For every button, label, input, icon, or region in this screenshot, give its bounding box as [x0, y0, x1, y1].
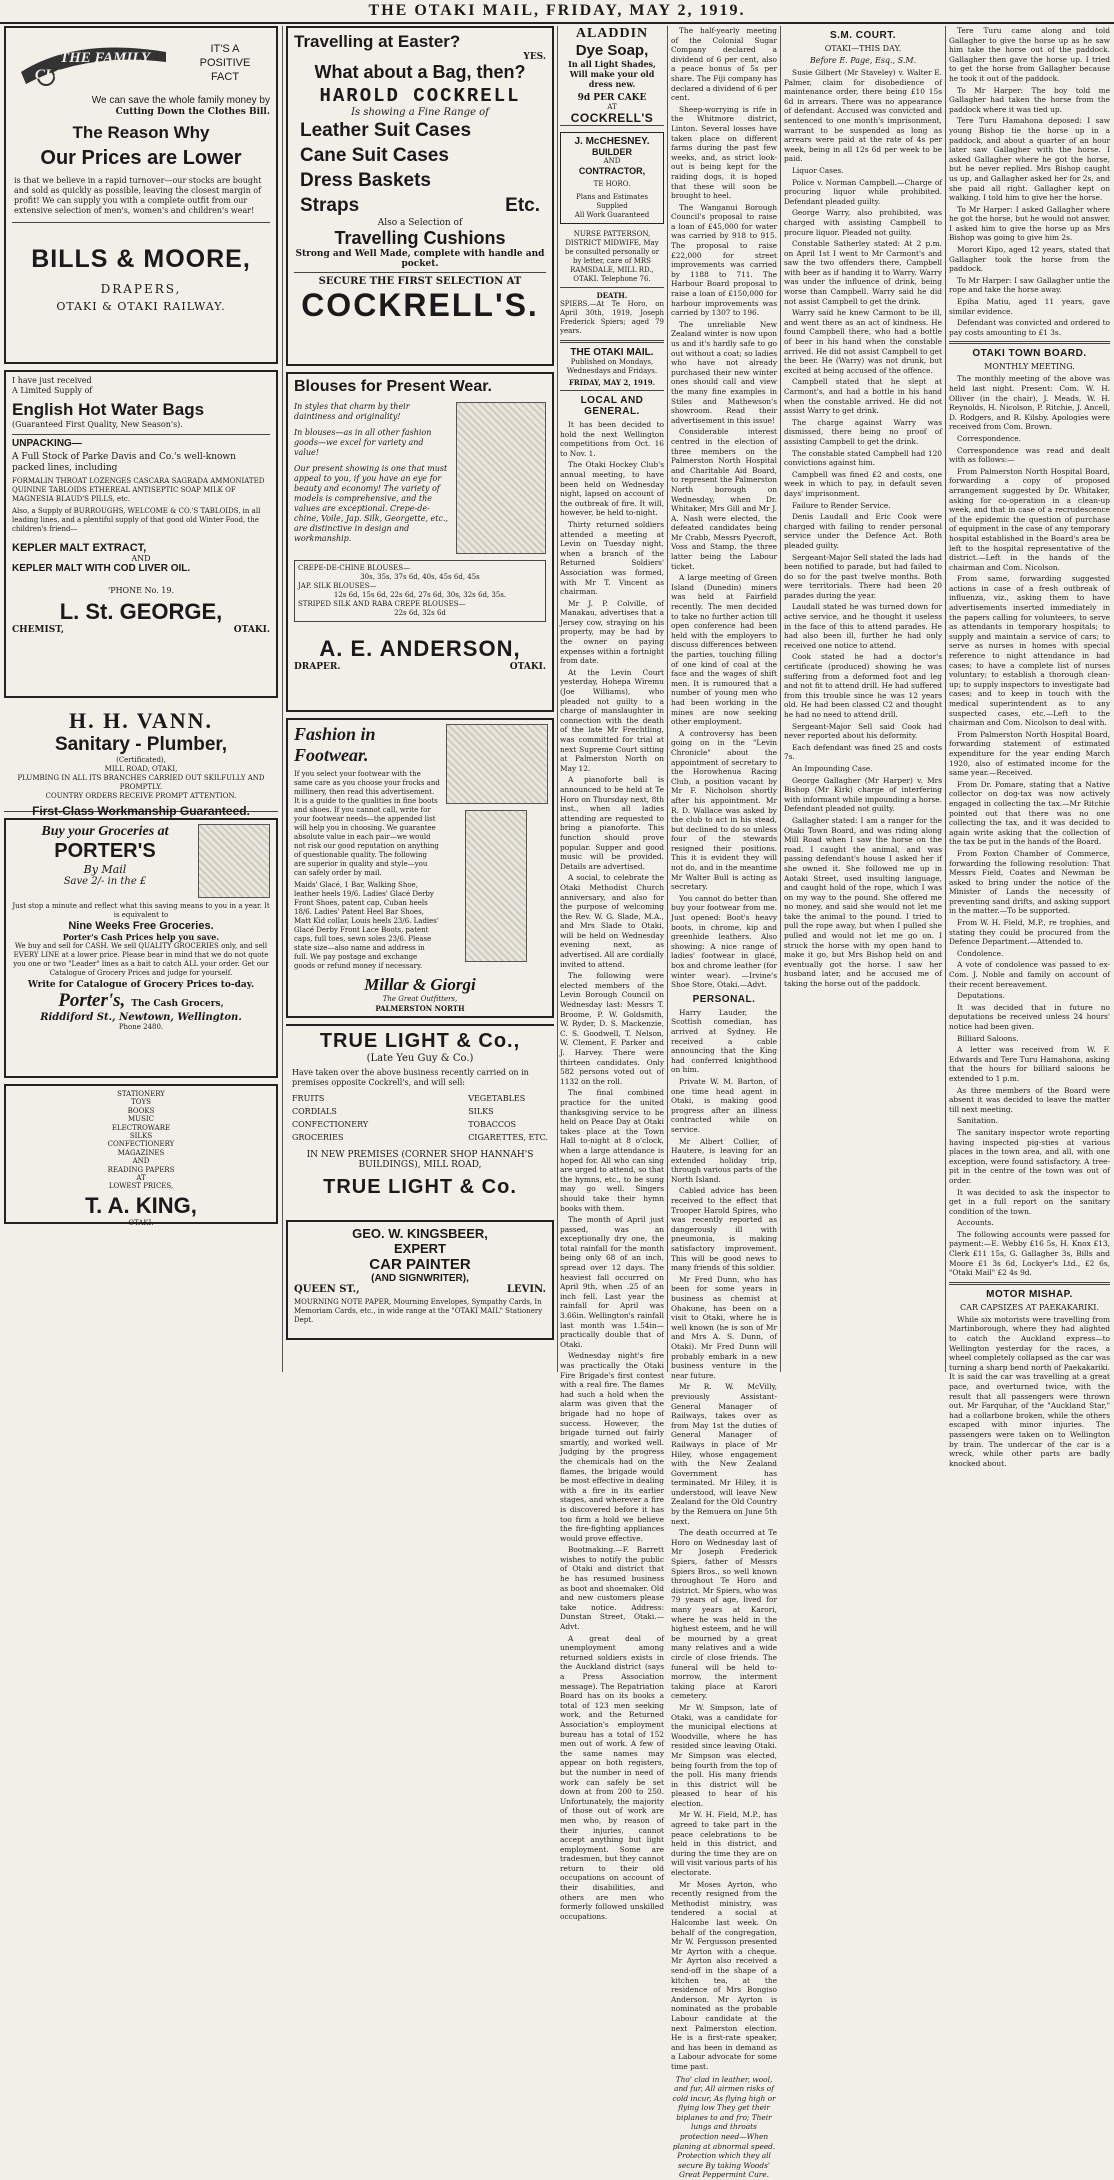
paragraph: Campbell stated that he slept at Carmont's, and had a bottle in his hand when the constable arrived. He did not assist Warry to get drink. — [784, 377, 942, 415]
text: In styles that charm by their daintiness and originality! — [294, 402, 450, 422]
trade: CHEMIST, — [12, 625, 64, 635]
store-name: A. E. ANDERSON, — [294, 636, 546, 662]
column-2 — [286, 26, 554, 1372]
list-item: CONFECTIONERY — [292, 1118, 368, 1131]
paragraph: Harry Lauder, the Scottish comedian, has arrived at Sydney. He received a cable announcing that the King had conferred knighthood on him. — [671, 1008, 777, 1075]
column-rule — [667, 26, 668, 1372]
paragraph: Private W. M. Barton, of one time head agent in Otaki, is making good progress after an illness contracted while on service. — [671, 1077, 777, 1135]
store-name: Porter's, — [58, 990, 125, 1012]
paragraph: George Warry, also prohibited, was charged with assisting Campbell to procure liquor. Pleaded not guilty. — [784, 208, 942, 237]
aladdin-ad — [560, 26, 664, 126]
price-label: CREPE-DE-CHINE BLOUSES— — [298, 564, 542, 573]
paragraph: The sanitary inspector wrote reporting having inspected pig-sties at various places in the town area, and all, with one exception, were found satisfactory. A tree-pit in the centre of the town was out of order. — [949, 1128, 1110, 1186]
column-1 — [4, 26, 278, 1372]
list-item: SILKS — [12, 1132, 270, 1140]
text: YES. — [294, 52, 546, 62]
product-etc: Etc. — [505, 193, 540, 218]
text: In blouses—as in all other fashion goods—we excel for variety and value! — [294, 428, 450, 458]
column-rule — [780, 26, 781, 1372]
paragraph: Campbell was fined £2 and costs, one week in which to pay, in default seven days' imprisonment. — [784, 470, 942, 499]
paragraph: Sanitation. — [949, 1116, 1110, 1126]
paragraph: Sheep-worrying is rife in the Whitmore district, Linton. Several losses have taken place on different farms during the past few weeks, and, as strict look-out is being kept for the raiding dogs, it is hoped that these will soon be brought to heel. — [671, 105, 777, 201]
price-label: STRIPED SILK AND RABA CREPE BLOUSES— — [298, 600, 542, 609]
product-row — [294, 118, 546, 143]
local-news — [560, 420, 664, 1921]
text: (Guaranteed First Quality, New Season's). — [12, 420, 270, 430]
heading: Footwear. — [294, 745, 440, 766]
heading: Nine Weeks Free Groceries. — [12, 920, 270, 932]
store-place: OTAKI & OTAKI RAILWAY. — [12, 300, 270, 313]
paragraph: Sergeant-Major Sell said Cook had never reported about his deformity. — [784, 722, 942, 741]
vann-ad — [4, 704, 278, 812]
text: AT — [562, 103, 662, 111]
store-name: TRUE LIGHT & Co. — [292, 1176, 548, 1199]
paragraph: Constable Satherley stated: At 2 p.m. on April 1st I went to Mr Carmont's and saw the two offenders there, Campbell with beer as if handing it to Warry. Warry was under the influence of drink, being worse than Campbell. Warry said he did not assist Campbell to get the drink. — [784, 239, 942, 306]
name: H. H. VANN. — [10, 708, 272, 734]
text: Will make your old dress new. — [562, 69, 662, 89]
phone: Phone 2480. — [12, 1023, 270, 1032]
product-label: Cane Suit Cases — [300, 143, 449, 168]
name: GEO. W. KINGSBEER, — [294, 1226, 546, 1241]
paragraph: From Palmerston North Hospital Board, forwarding statement of estimated expenditure for the year ending March 1920, also of estimated income for the same year.—Received. — [949, 730, 1110, 778]
paragraph: Mr R. W. McVilly, previously Assistant-General Manager of Railways, takes over as from May 1st the duties of General Manager of Railways in place of Mr Hiley, whose engagement with the New Zealand Government has terminated. Mr Hiley, it is understood, will leave New Zealand for the Old Country by the Remuera on June 5th next. — [671, 1382, 777, 1526]
paragraph: Billiard Saloons. — [949, 1034, 1110, 1044]
heading: Travelling Cushions — [294, 228, 546, 249]
paragraph: Mr W. H. Field, M.P., has agreed to take part in the peace celebrations to be held in this district, and during the time they are on will visit various parts of his electorate. — [671, 1810, 777, 1877]
text: SECURE THE FIRST SELECTION AT — [294, 276, 546, 287]
list-item: LOWEST PRICES, — [12, 1182, 270, 1190]
paragraph: From same, forwarding suggested actions in case of a fresh outbreak of influenza, viz., asking them to have advertisements inserted immediately in the papers calling for volunteers, to serve as attendants in temporary hospitals; to supply and maintain a service of cars; to serve as nurses in homes with special reference to night attendance in bad cases; to have a complete list of nurses voluntary; to establish a thorough clean-up; to supply inspectors to investigate bad cases; and to keep in touch with the medical superintendent as to any suspected cases, etc.—Left to the chairman and Com. Nicolson to deal with. — [949, 574, 1110, 728]
masthead: THE OTAKI MAIL, FRIDAY, MAY 2, 1919. — [0, 0, 1114, 24]
price-value: 22s 6d, 32s 6d — [298, 609, 542, 618]
paragraph: Epiha Matiu, aged 11 years, gave similar evidence. — [949, 297, 1110, 316]
section-heading: S.M. COURT. — [784, 30, 942, 41]
column-rule — [557, 26, 558, 1372]
product-label: Leather Suit Cases — [300, 118, 471, 143]
save-text: We can save the whole family money by — [12, 94, 270, 107]
tagline: IT'S A — [180, 42, 270, 56]
paragraph: The unreliable New Zealand winter is now upon us and it's hardly safe to go out without a coat; so ladies who have not already purchased their new winter ones should call and view the many fine examples in Stiles and Mathewson's showroom. Read their advertisement in this issue! — [671, 320, 777, 426]
address: Riddiford St., Newtown, Wellington. — [12, 1012, 270, 1023]
anderson-ad — [286, 372, 554, 712]
paper-date: FRIDAY, MAY 2, 1919. — [560, 378, 664, 387]
millar-giorgi-ad — [286, 718, 554, 1018]
paragraph: Bootmaking.—F. Barrett wishes to notify the public of Otaki and district that he has resumed business as boot and shoemaker. Old and new customers please take notice. Address: Dunstan Street, Otaki.—Advt. — [560, 1545, 664, 1631]
tagline: POSITIVE — [180, 56, 270, 70]
bills-moore-ad — [4, 26, 278, 364]
clothes-bill-cut-logo — [12, 32, 180, 94]
paragraph: Each defendant was fined 25 and costs 7s. — [784, 743, 942, 762]
true-light-ad — [286, 1024, 554, 1214]
paragraph: From W. H. Field, M.P., re trophies, and stating they could be procured from the Defence Department.—Attended to. — [949, 918, 1110, 947]
product: KEPLER MALT EXTRACT, — [12, 542, 270, 554]
king-ad — [4, 1084, 278, 1224]
paragraph: Mr Albert Collier, of Hautere, is leaving for an extended holiday trip, through various parts of the North Island. — [671, 1137, 777, 1185]
list-item: CIGARETTES, ETC. — [468, 1131, 548, 1144]
paragraph: A vote of condolence was passed to ex-Com. J. Noble and family on account of their recent bereavement. — [949, 960, 1110, 989]
motor-report — [949, 1315, 1110, 1469]
heading: Buy your Groceries at — [12, 824, 198, 840]
price-label: JAP. SILK BLOUSES— — [298, 582, 542, 591]
paragraph: Warry said he knew Carmont to be ill, and went there as an act of kindness. He found Campbell there, who had a bottle of beer in his hand when the constable arrived. He did not assist Campbell to get the beer. He (Warry) was not drunk, but excited at being accused of the offence. — [784, 308, 942, 375]
paragraph: Failure to Render Service. — [784, 501, 942, 511]
tagline: FACT — [180, 70, 270, 84]
text: COUNTRY ORDERS RECEIVE PROMPT ATTENTION. — [10, 792, 272, 801]
column-4 — [671, 26, 777, 1372]
text: The Great Outfitters, — [294, 995, 546, 1004]
heading: ALADDIN — [562, 26, 662, 42]
column-6 — [949, 26, 1110, 1372]
king-items — [12, 1090, 270, 1191]
heading: English Hot Water Bags — [12, 400, 270, 420]
paragraph: A great deal of unemployment among returned soldiers exists in the Auckland district (says a Press Association message). The Repatriation Board has on its books a total of 123 men seeking work, and the Returned Association's employment bureau has a total of 152 men out of work. A few of the same names may appear on both registers, but the number in need of work can safely be set down at from 200 to 250. Unfortunately, the majority of those out of work are men who, by reason of their injuries, cannot accept anything but light employment. Some are tradesmen, but they cannot return to their old occupations on account of their disabilities, and others are men who formerly followed unskilled occupations. — [560, 1634, 664, 1922]
paragraph: Denis Laudall and Eric Cook were charged with failing to render personal service under the Defence Act. Both pleaded guilty. — [784, 512, 942, 550]
heading: The Reason Why — [12, 123, 270, 143]
text: Plans and Estimates Supplied — [563, 193, 661, 211]
paragraph: The death occurred at Te Horo on Wednesday last of Mr Joseph Frederick Spiers, father of Messrs Spiers Bros., so well known throughout Te Horo and district. Mr Spiers, who was 79 years of age, lived for many years at Karori, where he was held in the highest esteem, and he will be mourned by a great many relatives and a wide circle of close friends. The funeral will be held to-morrow, the interment taking place at Karori cemetery. — [671, 1528, 777, 1701]
paragraph: Correspondence. — [949, 434, 1110, 444]
paragraph: As three members of the Board were absent it was decided to leave the matter till next meeting. — [949, 1086, 1110, 1115]
text: Just stop a minute and reflect what this saving means to you in a year. It is equivalent to — [12, 902, 270, 920]
text: Save 2/- in the £ — [12, 876, 198, 887]
product: KEPLER MALT WITH COD LIVER OIL. — [12, 563, 270, 574]
text: AND — [563, 157, 661, 166]
paragraph: The Otaki Hockey Club's annual meeting, to have been held on Wednesday night, lapsed on account of the outbreak of fire. It will, however, be held to-night. — [560, 460, 664, 518]
text: (AND SIGNWRITER), — [294, 1273, 546, 1284]
heading: Dye Soap, — [562, 42, 662, 59]
product-label: Dress Baskets — [300, 168, 431, 193]
sub-heading: OTAKI—THIS DAY. — [784, 44, 942, 53]
text: Porter's Cash Prices help you save. — [12, 932, 270, 942]
list-item: CONFECTIONERY — [12, 1140, 270, 1148]
porters-ad — [4, 818, 278, 1078]
section-heading: MOTOR MISHAP. — [949, 1289, 1110, 1300]
text: Is showing a Fine Range of — [294, 107, 546, 118]
heading: Our Prices are Lower — [12, 147, 270, 170]
list-item: SILKS — [468, 1105, 548, 1118]
phone: 'PHONE No. 19. — [12, 586, 270, 595]
text: CAR PAINTER — [294, 1256, 546, 1273]
cockrell-items — [294, 118, 546, 218]
paragraph: The following were elected members of the Levin Borough Council on Wednesday last: Messrs T. Broome, P. W. Goldsmith, W. Ryder, D. S. Mackenzie, C. S. Goodwell, T. Nelson, W. Clement, F. Parker and J. Harvey. There were thirteen candidates. Only 582 persons voted out of 1132 on the roll. — [560, 971, 664, 1086]
list-item: BOOKS — [12, 1107, 270, 1115]
paragraph: Mr W. Simpson, late of Otaki, was a candidate for the municipal elections at Woodville, where he has resided since leaving Otaki. Mr Simpson was elected, being fourth from the top of the poll. His many friends in this district will be pleased to hear of his election. — [671, 1703, 777, 1809]
paragraph: From Foxton Chamber of Commerce, forwarding the following resolution: That Messrs Field, Coates and Newman be asked to bring under the notice of the Minister of Lands the necessity of preventing sand drifts, and asking support in the matter.—To be supported. — [949, 849, 1110, 916]
goods-right — [468, 1092, 548, 1144]
text: Maids' Glacé, 1 Bar, Walking Shoe, leather heels 19/6. Ladies' Glacé Derby Front Shoes, patent cap, Cuban heels 18/6. Ladies' Patent Heel Bar Shoes, Matt Kid collar, Louis heels 23/6. Ladies' Glacé Derby Front Lace Boots, patent caps, full toes, sewn soles 23/6. Please state size—also name and address in full. We pay postage and exchange goods or refund money if necessary. — [294, 881, 440, 971]
text: MILL ROAD, OTAKI, — [10, 765, 272, 774]
list-item: AT — [12, 1174, 270, 1182]
place: OTAKI. — [12, 1219, 270, 1228]
product-row — [294, 143, 546, 168]
paragraph: Cabled advice has been received to the effect that Trooper Harold Spires, who was recently reported as dangerously ill with pneumonia, is making satisfactory improvement. This will be good news to many friends of this soldier. — [671, 1186, 777, 1272]
text: Strong and Well Made, complete with handle and pocket. — [294, 249, 546, 269]
text: Write for Catalogue of Grocery Prices to-day. — [12, 980, 270, 990]
section-heading: PERSONAL. — [671, 994, 777, 1005]
goods-left — [292, 1092, 368, 1144]
st-george-ad — [4, 370, 278, 698]
sub-heading: MONTHLY MEETING. — [949, 362, 1110, 371]
paragraph: Deputations. — [949, 991, 1110, 1001]
paragraph: Condolence. — [949, 949, 1110, 959]
product-row — [294, 168, 546, 193]
text: All Work Guaranteed — [563, 211, 661, 220]
paragraph: The half-yearly meeting of the Colonial Sugar Company declared a dividend of 6 per cent, also a peace bonus of 5s per share. The Fiji company has declared a dividend of 6 per cent. — [671, 26, 777, 103]
paper-title: THE OTAKI MAIL. — [560, 347, 664, 358]
text: FORMALIN THROAT LOZENGES CASCARA SAGRADA AMMONIATED QUININE TABLOIDS ETHEREAL ANTISEPTIC SOAP MILK OF MAGNESIA BLAUD'S PILLS, etc. — [12, 477, 270, 504]
court-report — [784, 68, 942, 989]
text: By Mail — [12, 863, 198, 876]
list-item: TOBACCOS — [468, 1118, 548, 1131]
list-item: CORDIALS — [292, 1105, 368, 1118]
street: QUEEN ST., — [294, 1284, 360, 1295]
list-item: VEGETABLES — [468, 1092, 548, 1105]
save-text: Cutting Down the Clothes Bill. — [12, 107, 270, 117]
section-heading: OTAKI TOWN BOARD. — [949, 348, 1110, 359]
paragraph: Thirty returned soldiers attended a meeting at Levin on Tuesday night, when a branch of the Returned Soldiers' Association was formed, with Mr T. Vincent as chairman. — [560, 520, 664, 597]
paragraph: To Mr Harper: The boy told me Gallagher had taken the horse from the paddock where it was tied up. — [949, 86, 1110, 115]
paragraph: At the Levin Court yesterday, Hohepa Wiremu (Joe Williams), who pleaded not guilty to a charge of manslaughter in connection with the death of the late Mr Frechtling, was committed for trial at next Supreme Court sitting at Palmerston North on May 12. — [560, 668, 664, 774]
paragraph: Liquor Cases. — [784, 166, 942, 176]
death-notice: SPIERS.—At Te Horo, on April 30th, 1919, Joseph Frederick Spiers; aged 79 years. — [560, 300, 664, 336]
trade: The Cash Grocers, — [131, 999, 223, 1009]
paragraph: Laudall stated he was turned down for active service, and he thought it useless in the face of this to attend parades. He had also been ill, further he had only received one notice to attend. — [784, 602, 942, 650]
store-name: BILLS & MOORE, — [12, 245, 270, 274]
text: CONTRACTOR, — [563, 166, 661, 176]
woman-illustration — [198, 824, 270, 898]
text: IN NEW PREMISES (CORNER SHOP HANNAH'S BUILDINGS), MILL ROAD, — [292, 1150, 548, 1170]
section-heading: LOCAL AND GENERAL. — [560, 395, 664, 417]
blouse-illustration — [456, 402, 546, 554]
cockrell-ad — [286, 26, 554, 366]
paragraph: Accounts. — [949, 1218, 1110, 1228]
paragraph: The constable stated Campbell had 120 convictions against him. — [784, 449, 942, 468]
sub-heading: Before E. Page, Esq., S.M. — [784, 56, 942, 65]
news-column — [671, 26, 777, 990]
guarantee: First-Class Workmanship Guaranteed. — [10, 804, 272, 818]
column-rule — [282, 26, 283, 1372]
court-report-cont — [949, 26, 1110, 337]
list-item: AND — [12, 1157, 270, 1165]
list-item: MUSIC — [12, 1115, 270, 1123]
paragraph: The charge against Warry was dismissed, there being no proof of assisting Campbell to get the drink. — [784, 418, 942, 447]
paragraph: To Mr Harper: I saw Gallagher untie the rope and take the horse away. — [949, 276, 1110, 295]
product-label: Straps — [300, 193, 359, 218]
paragraph: The Wanganui Borough Council's proposal to raise a loan of £45,000 for water was carried by 918 to 915. The proposal to raise £22,000 for street improvements was carried by 1188 to 711. The Harbour Board proposal to raise a loan of £150,000 for harbour improvements was carried by 1307 to 196. — [671, 203, 777, 318]
paragraph: The monthly meeting of the above was held last night. Present: Com. W. H. Olliver (in the chair), J. Meads, W. H. Reynolds, H. Nicolson, P. Ritchie, J. Ancell, D. Rodgers, and R. Kilsby. Apologies were received from Com. Brown. — [949, 374, 1110, 432]
list-item: TOYS — [12, 1098, 270, 1106]
product-row — [294, 193, 546, 218]
text: (Late Yeu Guy & Co.) — [292, 1053, 548, 1064]
paragraph: From Dr. Pomare, stating that a Native collector on dog-tax was now actively engaged in collecting the tax.—Mr Ritchie pointed out that there was no one collecting the tax, and it was decided to again write asking that the collection of the tax be put in the hands of the Board. — [949, 780, 1110, 847]
list-item: READING PAPERS — [12, 1166, 270, 1174]
price-value: 12s 6d, 15s 6d, 22s 6d, 27s 6d, 30s, 32s 6d, 35s. — [298, 591, 542, 600]
nurse-notice: NURSE PATTERSON, DISTRICT MIDWIFE, May be consulted personally or by letter, care of MRS RAMSDALE, MILL RD., OTAKI. Telephone 76. — [560, 230, 664, 284]
price: 9d PER CAKE — [562, 93, 662, 103]
heading: What about a Bag, then? — [294, 62, 546, 83]
town-board-report — [949, 374, 1110, 1277]
paragraph: Sergeant-Major Sell stated the lads had been notified to parade, but had failed to do so for the past twelve months. Both were territorials. There had been 20 parades during the year. — [784, 553, 942, 601]
paragraph: Considerable interest centred in the election of three members on the Palmerston North Hospital and Charitable Aid Board, to represent the Palmerston North borough on Wednesday, when Dr. Whitaker, Mrs Gill and Mr J. A. Nash were elected, the defeated candidates being Mr Crabb, Messrs Pyecroft, Voss and Stamp, the three latter being the Labour ticket. — [671, 427, 777, 571]
text: BUILDER — [563, 147, 661, 157]
sub-heading: CAR CAPSIZES AT PAEKAKARIKI. — [949, 1303, 1110, 1312]
list-item: STATIONERY — [12, 1090, 270, 1098]
paragraph: The month of April just passed, was an exceptionally dry one, the total rainfall for the month being only 68 of an inch, spread over 12 days. The heaviest fall occurred on April 9th, when .25 of an inch fell. Last year the rainfall for April was 3.66in. Wellington's rainfall last month was 1.54in—practically double that of Otaki. — [560, 1215, 664, 1349]
boot-illustration — [465, 810, 527, 962]
paragraph: From Palmerston North Hospital Board, forwarding a copy of proposed arrangement suggested by Dr. Whitaker, asking for co-operation in a clean-up week, and that in case of a recrudescence of the epidemic the question of purchase of equipment in the case of any temporary hospital established in the Board's area be left to the hospital representative of the district.—Left in the hands of the chairman and Com. Nicolson. — [949, 467, 1110, 573]
paragraph: Mr Fred Dunn, who has been for some years in business as chemist at Ohakune, has been on a visit to Otaki, where he is well known (he is son of Mr and Mrs A. S. Dunn, of Otaki). Mr Fred Dunn will probably embark in a new business venture in the near future. — [671, 1275, 777, 1381]
list-item: FRUITS — [292, 1092, 368, 1105]
list-item: GROCERIES — [292, 1131, 368, 1144]
text: We buy and sell for CASH. We sell QUALITY GROCERIES only, and sell EVERY LINE at a lower price. Please bear in mind that we do not quote you one or two "Leader" lines as a bait to catch ALL your order. Get our Catalogue of Grocery Prices and judge for yourself. — [12, 942, 270, 978]
text: Also, a Supply of BURROUGHS, WELCOME & CO.'S TABLOIDS, in all leading lines, and a plentiful supply of that good old Winter Food, the children's friend— — [12, 507, 270, 534]
paragraph: A pianoforte ball is announced to be held at Te Horo on Thursday next, 8th inst., when all ladies attending are requested to bring a pianoforte. This function should prove popular. Supper and good music will be provided. Details are advertised. — [560, 775, 664, 871]
heading: Fashion in — [294, 724, 440, 745]
store-name: TRUE LIGHT & Co., — [292, 1030, 548, 1053]
store-name: PORTER'S — [12, 840, 198, 863]
paragraph: Tere Turu came along and told Gallagher to give the horse up as he saw him take the horse out of the paddock. Gallagher then gave the horse up. I tried to get the horse from Gallagher because he took it out of the paddock. — [949, 26, 1110, 84]
paragraph: A letter was received from W. F. Edwards and Tere Turu Hamahona, asking that the hours for billiard saloons be extended to 1 p.m. — [949, 1045, 1110, 1083]
text: PLUMBING IN ALL ITS BRANCHES CARRIED OUT SKILFULLY AND PROMPTLY. — [10, 774, 272, 792]
text: A Limited Supply of — [12, 386, 270, 396]
paragraph: To Mr Harper: I asked Gallagher where he got the horse, but he would not answer. I asked him to give the horse up as Mrs Bishop was going to give him 2s. — [949, 205, 1110, 243]
store-trade: DRAPERS, — [12, 282, 270, 296]
trade: DRAPER. — [294, 662, 341, 672]
town: LEVIN. — [507, 1284, 546, 1295]
paragraph: A controversy has been going on in the "Levin Chronicle" about the appointment of secretary to the Horowhenua Racing Club, a position vacant by Mr F. Nicholson shortly after his appointment. Mr R. D. Wallace was asked by the club to act in his stead, but declined to do so unless four of the stewards resigned their positions. This it is evident they will not do, and in the meantime Mr Walter Bull is acting as secretary. — [671, 729, 777, 892]
logo-text: THE FAMILY CLOTHES BILL CUT — [30, 50, 180, 84]
text: A Full Stock of Parke Davis and Co.'s well-known packed lines, including — [12, 452, 270, 474]
place: OTAKI. — [234, 625, 270, 635]
paragraph: An Impounding Case. — [784, 764, 942, 774]
paragraph: The following accounts were passed for payment:—E. Webby £16 5s, H. Knox £13, Clerk £11 15s, G. Gallagher 3s, Bills and Moore £1 3s 6d, Lockyer's Ltd., £2 6s, "Otaki Mail" £2 4s 9d. — [949, 1230, 1110, 1278]
text: Also a Selection of — [294, 218, 546, 228]
column-5 — [784, 26, 942, 1372]
name: J. McCHESNEY. — [563, 136, 661, 147]
text: I have just received — [12, 376, 270, 386]
paragraph: Morori Kipo, aged 12 years, stated that Gallagher took the horse from the paddock. — [949, 245, 1110, 274]
lady-illustration — [446, 724, 548, 804]
text: EXPERT — [294, 1241, 546, 1256]
text: (Certificated), — [10, 756, 272, 765]
text: If you select your footwear with the same care as you choose your frocks and millinery, then read this advertisement. It is a guide to the qualities in fine boots and shoes. If you cannot call, write for your footwear needs—the appended list will help you in choosing. We guarantee absolute value in each pair—we would not risk our good reputation on anything of questionable quality. The following are superior in quality and style—you can safely order by mail. — [294, 770, 440, 878]
mcchesney-ad — [560, 132, 664, 224]
paragraph: Correspondence was read and dealt with as follows:— — [949, 446, 1110, 465]
place: PALMERSTON NORTH — [294, 1004, 546, 1013]
place: TE HORO. — [563, 180, 661, 189]
list-item: MAGAZINES — [12, 1149, 270, 1157]
store-name: L. St. GEORGE, — [12, 599, 270, 625]
column-3 — [560, 26, 664, 1372]
price-value: 30s, 35s, 37s 6d, 40s, 45s 6d, 45s — [298, 573, 542, 582]
paragraph: Susie Gilbert (Mr Staveley) v. Walter E. Palmer, claim for disobedience of maintenance order, there being £10 15s 6d in arrears. There was no appearance of defendant. Accused was convicted and sentenced to one month's imprisonment, warrant to be suspended as long as arrears were paid at the rate of 4s per week, being in all 12s 6d per week to be paid. — [784, 68, 942, 164]
personal-news — [671, 1008, 777, 2072]
paragraph: Gallagher stated: I am a ranger for the Otaki Town Board, and was riding along Mill Road when I saw the horse on the road. I caught the animal, and was passing defendant's house I asked her if she owned it. She followed me up in Aotaki Street, used insulting language, and caught hold of the rope, which I was on my way to the pound. She offered me no money, and said she would not let me take the animal to the pound. I tried to pull the rope away, but when I pulled she pulled and would not let me go on. I struck the horse with my open hand to make it go, but Mrs Bishop held on and eventually got the horse. I saw her husband later, and he accused me of taking the horse out of the paddock. — [784, 816, 942, 989]
poem: Tho' clad in leather, wool, and fur, All airmen risks of cold incur, As flying high or flying low They get their biplanes to and fro; Their lungs and throats protection need—When planing at abnormal speed. Protection which they all secure By taking Woods' Great Peppermint Cure. — [671, 2075, 777, 2180]
heading: UNPACKING— — [12, 438, 270, 449]
paragraph: George Gallagher (Mr Harper) v. Mrs Bishop (Mr Kirk) charge of interfering with informant while impounding a horse. Defendant pleaded not guilty. — [784, 776, 942, 814]
paragraph: Police v. Norman Campbell.—Charge of procuring liquor while prohibited. Defendant pleaded guilty. — [784, 178, 942, 207]
paragraph: You cannot do better than buy your footwear from me. Just opened: Boot's heavy boots, in chrome, kip and greenhide leathers. Also showing: A nice range of ladies' footwear in glacé, box and chrome leather (for winter wear). —Irvine's Shoe Store, Otaki.—Advt. — [671, 894, 777, 990]
trade: Sanitary - Plumber, — [10, 734, 272, 756]
paragraph: It was decided to ask the inspector to get in a full report on the sanitary condition of the town. — [949, 1188, 1110, 1217]
text: Have taken over the above business recently carried on in premises opposite Cockrell's, and will sell: — [292, 1068, 548, 1088]
place: OTAKI. — [510, 662, 546, 672]
list-item: ELECTROWARE — [12, 1124, 270, 1132]
store-name: HAROLD COCKRELL — [294, 85, 546, 107]
heading: Blouses for Present Wear. — [294, 378, 546, 396]
text: AND — [12, 554, 270, 563]
paragraph: Tere Turu Hamahona deposed: I saw young Bishop tie the horse up in a paddock, and about a quarter of an hour later saw Gallagher with the horse. I asked Gallagher where he got the horse, but he never replied. Mrs Bishop caught us up, and Gallagher asked her for 2s, and she paid all right. Gallagher kept on walking. I told him to give her the horse. — [949, 116, 1110, 202]
paragraph: A large meeting of Green Island (Dunedin) miners was held at Fairfield recently. The men decided to take no further action till open conference had been held with the employers to discuss differences between the parties, touching filling of one kind of coal at the face and the wages of shift men. It is rumoured that a number of young men who had been working in the mines are now seeking other employment. — [671, 573, 777, 727]
kingsbeer-ad — [286, 1220, 554, 1340]
paragraph: Cook stated he had a doctor's certificate (produced) showing he was suffering from a deformed foot and leg and not fit to attend drill. He had suffered from this trouble since he was 12 years old. He had been classed C2 and thought he had no need to attend drill. — [784, 652, 942, 719]
paragraph: The final combined practice for the united thanksgiving service to be held on Peace Day at Otaki takes place at the Town Hall to-night at 8 o'clock, when a large attendance is hoped for. All who can sing are urged to attend, so that the hymns, etc., to be sung may go well. Singers should take their hymn books with them. — [560, 1088, 664, 1213]
death-heading: DEATH. — [560, 291, 664, 300]
text: Our present showing is one that must appeal to you, if you have an eye for beauty and economy! The variety of models is comprehensive, and the values are exceptional. Crepe-de-chine, Voile, Jap. Silk, Georgette, etc., are distinctive in design and workmanship. — [294, 464, 450, 544]
paragraph: Defendant was convicted and ordered to pay costs amounting to £1 3s. — [949, 318, 1110, 337]
paragraph: Mr Moses Ayrton, who recently resigned from the Methodist ministry, was tendered a social at Halcombe last week. On behalf of the congregation, Mr W. Fergusson presented Mr Ayrton with a cheque. Mr Ayrton also received a send-off in the shape of a kitchen tea, at the residence of Mrs Bongiso Anderson. Mr Ayrton is nominated as the probable Labour candidate at the next Palmerston election. He is a first-rate speaker, and has been in demand as a Labour advocate for some time past. — [671, 1880, 777, 2072]
paragraph: A social, to celebrate the Otaki Methodist Church anniversary, and also for the purpose of welcoming the Rev. W. G. Slade, M.A., and Mrs Slade to Otaki, will be held on Wednesday evening next, as advertised. All are cordially invited to attend. — [560, 873, 664, 969]
store-name: Millar & Giorgi — [294, 975, 546, 995]
text: In all Light Shades, — [562, 59, 662, 69]
paragraph: While six motorists were travelling from Martinborough, where they had alighted to catch the Auckland express—to Wellington yesterday for the races, a wheel completely collapsed as the car was turning a sharp bend north of Paekakariki. It is said the car was travelling at a great pace, and overturned twice, with the result that all passengers were thrown out. Mr Farquhar, of the "Auckland Star," had a collarbone broken, while the others escaped with minor injuries. The passengers were taken on to Wellington by train. The undercar of the car is a wreck, while other parts are badly knocked about. — [949, 1315, 1110, 1469]
store-name: COCKRELL'S — [562, 111, 662, 125]
store-name: T. A. KING, — [12, 1193, 270, 1219]
paper-sub: Published on Mondays, Wednesdays and Fridays. — [560, 358, 664, 376]
paragraph: It was decided that in future no deputations be received unless 24 hours' notice had been given. — [949, 1003, 1110, 1032]
store-name: COCKRELL'S. — [294, 287, 546, 323]
heading: Travelling at Easter? — [294, 32, 546, 52]
paragraph: Wednesday night's fire was practically the Otaki Fire Brigade's first contest with a real fire. The flames had such a hold when the alarm was given that the brigade had no hope of success. However, the brigade turned out fairly smartly, and worked well. Judging by the progress the chemicals had on the flames, the brigade would be most effective in dealing with a fire in its earlier stages, and wherever a fire is discovered before it has too firm a hold we believe the fire-fighting appliances would prove effective. — [560, 1351, 664, 1543]
column-rule — [945, 26, 946, 1372]
paragraph: It has been decided to hold the next Wellington competitions from Oct. 16 to Nov. 1. — [560, 420, 664, 458]
ad-body: is that we believe in a rapid turnover—our stocks are bought and sold as quickly as possible, leaving the closest margin of profit! We can supply you with a complete outfit from our extensive selection of men's, women's and children's wear! — [14, 176, 268, 216]
paragraph: Mr J. P. Colville, of Manakau, advertises that a Jersey cow, straying on his property, may be had by the owner on paying expenses within a fortnight from date. — [560, 599, 664, 666]
text: MOURNING NOTE PAPER, Mourning Envelopes, Sympathy Cards, In Memoriam Cards, etc., in wide range at the "OTAKI MAIL" Stationery Dept. — [294, 1298, 546, 1325]
